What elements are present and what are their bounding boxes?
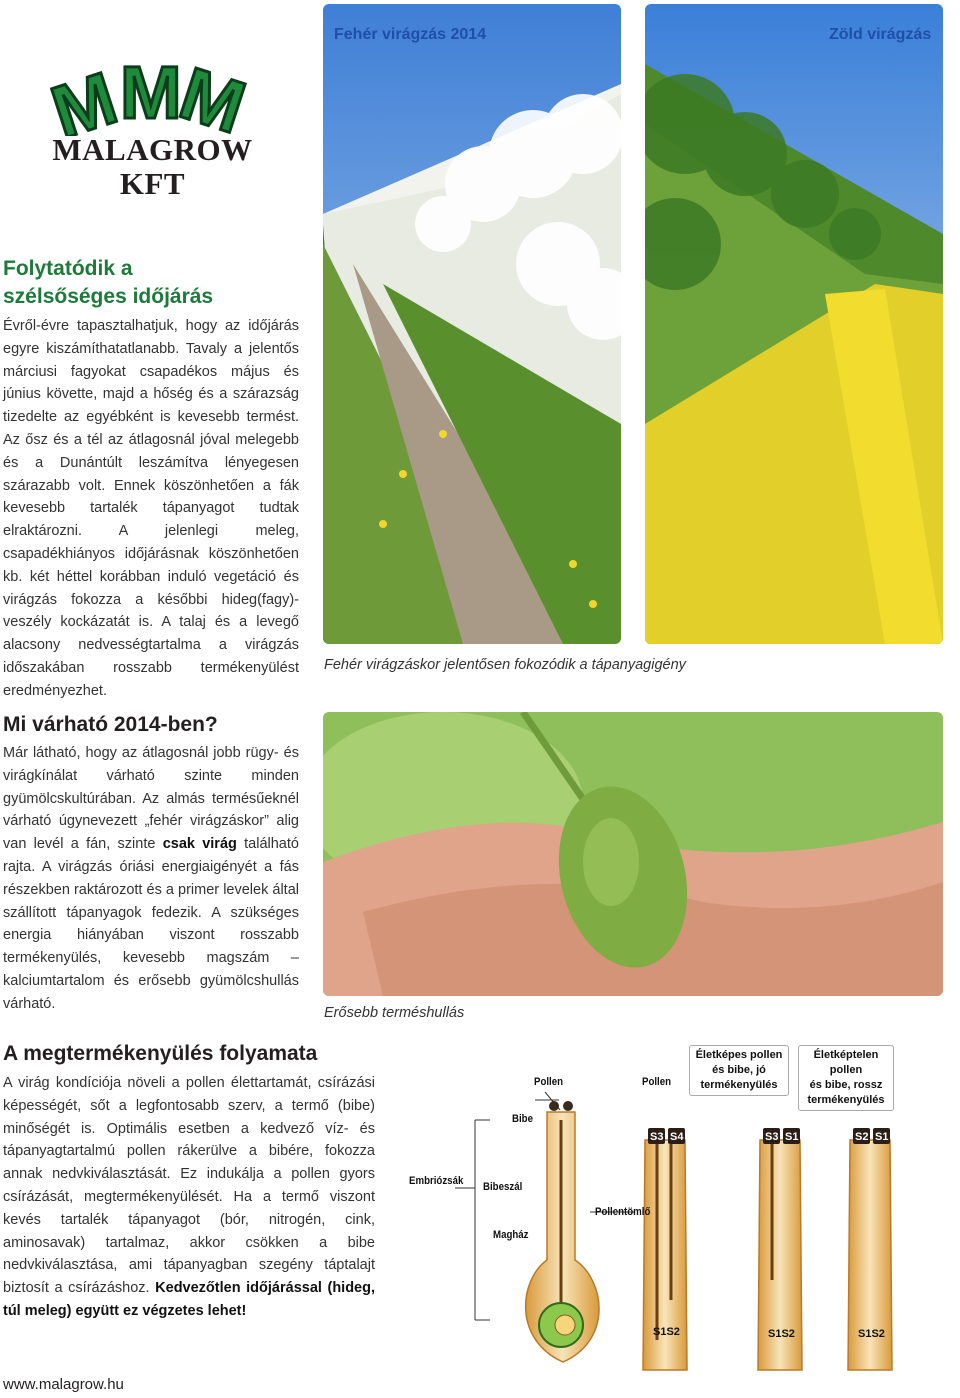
bloom-caption: Fehér virágzáskor jelentősen fokozódik a tápanyagigény [324, 657, 686, 673]
allele-c: S3 [765, 1131, 779, 1143]
section2-body-part2: található rajta. A virágzás óriási energiaigényét a fás részekben raktározott és a primer levelek által szállított tápanyagok fedezik. A szükséges energia hiányában viszont rosszabb termékenyülés, kevesebb magszám – kalciumtartalom és erősebb gyümölcshullás várható. [3, 836, 299, 1012]
base-allele-2: S1S2 [768, 1328, 795, 1340]
photo-fruitlet-hand [323, 712, 943, 996]
section3-title: A megtermékenyülés folyamata [3, 1042, 318, 1065]
logo-letter: M [120, 56, 182, 134]
fruit-caption: Erősebb terméshullás [324, 1005, 465, 1021]
viable-pollen-box [689, 1045, 789, 1096]
logo-name-line1: MALAGROW [52, 132, 253, 167]
section3-body-bold: Kedvezőtlen időjárással (hideg, túl meleg) együtt ez végzetes lehet! [3, 1280, 376, 1319]
section2-body-bold: csak virág [162, 836, 237, 853]
section2-title: Mi várható 2014-ben? [3, 713, 218, 736]
pollen-label-2: Pollen [642, 1076, 672, 1088]
base-allele-3: S1S2 [858, 1328, 885, 1340]
logo-name-line2: KFT [119, 166, 186, 201]
section3-body [3, 1072, 375, 1323]
section1-title-line2: szélsőséges időjárás [3, 285, 214, 308]
section3-body-text: A virág kondíciója növeli a pollen élettartamát, csírázási képességét, sőt a legfontosabb szerv, a termő (bibe) minőségét is. Optimális esetben a kedvező víz- és tápanyagtartalmú pollen rákerülve a bibére, fokozza annak nedvkiválasztását. Ez indukálja a pollen gyors csírázását, megtermékenyülését. Ha a termő viszont kevés tartalék tápanyagot (bór, nitrogén, cink, aminosavak) tartalmaz, akkor csökken a bibe nedvkiválasztása, ami tápanyagban szegény táptalajt biztosít a csírázáshoz. [3, 1075, 375, 1297]
allele-f: S1 [875, 1131, 889, 1143]
allele-b: S4 [670, 1131, 684, 1143]
bibeszal-label: Bibeszál [483, 1181, 523, 1193]
bibe-label: Bibe [512, 1113, 533, 1125]
nonviable-box-line2: és bibe, rossz [809, 1079, 883, 1091]
photo-white-bloom [323, 4, 621, 644]
logo-mark [50, 56, 260, 136]
photo-green-bloom [645, 4, 943, 644]
section1-body: Évről-évre tapasztalhatjuk, hogy az időjárás egyre kiszámíthatatlanabb. Tavaly a jelentős márciusi fagyokat csapadékos május és június követte, majd a hőség és a szárazság tizedelte az egyébként is kevesebb termést. Az ősz és a tél az átlagosnál jóval melegebb és a Dunántúlt leszámítva lényegesen szárazabb volt. Ennek köszönhetően a fák kevesebb tartalék tápanyagot tudtak elraktározni. A jelenlegi meleg, csapadékhiányos időjárásnak köszönhetően kb. két héttel korábban induló vegetáció és virágzás fokozza a későbbi hideg(fagy)-veszély kockázatát is. A talaj és a levegő alacsony nedvességtartalma a virágzás időszakában rosszabb termékenyülést eredményezhet. [3, 318, 299, 699]
green-bloom-label: Zöld virágzás [829, 26, 932, 43]
section2-body [3, 742, 299, 1016]
section1-title-line1: Folytatódik a [3, 257, 133, 280]
white-bloom-label: Fehér virágzás 2014 [334, 26, 487, 43]
section2-body-part1: Már látható, hogy az átlagosnál jobb rügy- és virágkínálat várható szinte minden gyümölcskultúrában. Az almás termésűeknél várható úgynevezett „fehér virágzáskor” alig van levél a fán, szinte [3, 745, 299, 853]
logo-letter: M [50, 56, 127, 136]
allele-e: S2 [855, 1131, 869, 1143]
pollentomlo-label: Pollentömlő [595, 1206, 651, 1218]
viable-box-line2: és bibe, jó [712, 1064, 766, 1076]
pollen-label-1: Pollen [534, 1076, 564, 1088]
nonviable-box-line1: Életképtelen pollen [813, 1049, 879, 1076]
maghaz-label: Magház [493, 1229, 529, 1241]
nonviable-pollen-box [798, 1045, 894, 1111]
allele-a: S3 [650, 1131, 664, 1143]
allele-d: S1 [785, 1131, 799, 1143]
logo-letter: M [170, 56, 255, 136]
footer-url[interactable]: www.malagrow.hu [3, 1376, 124, 1393]
nonviable-box-line3: termékenyülés [807, 1094, 885, 1106]
embriozsak-label: Embriózsák [409, 1175, 464, 1187]
base-allele-1: S1S2 [653, 1326, 680, 1338]
viable-box-line1: Életképes pollen [695, 1049, 783, 1061]
viable-box-line3: termékenyülés [700, 1079, 778, 1091]
section1-title [3, 255, 213, 311]
logo-text [40, 133, 265, 201]
